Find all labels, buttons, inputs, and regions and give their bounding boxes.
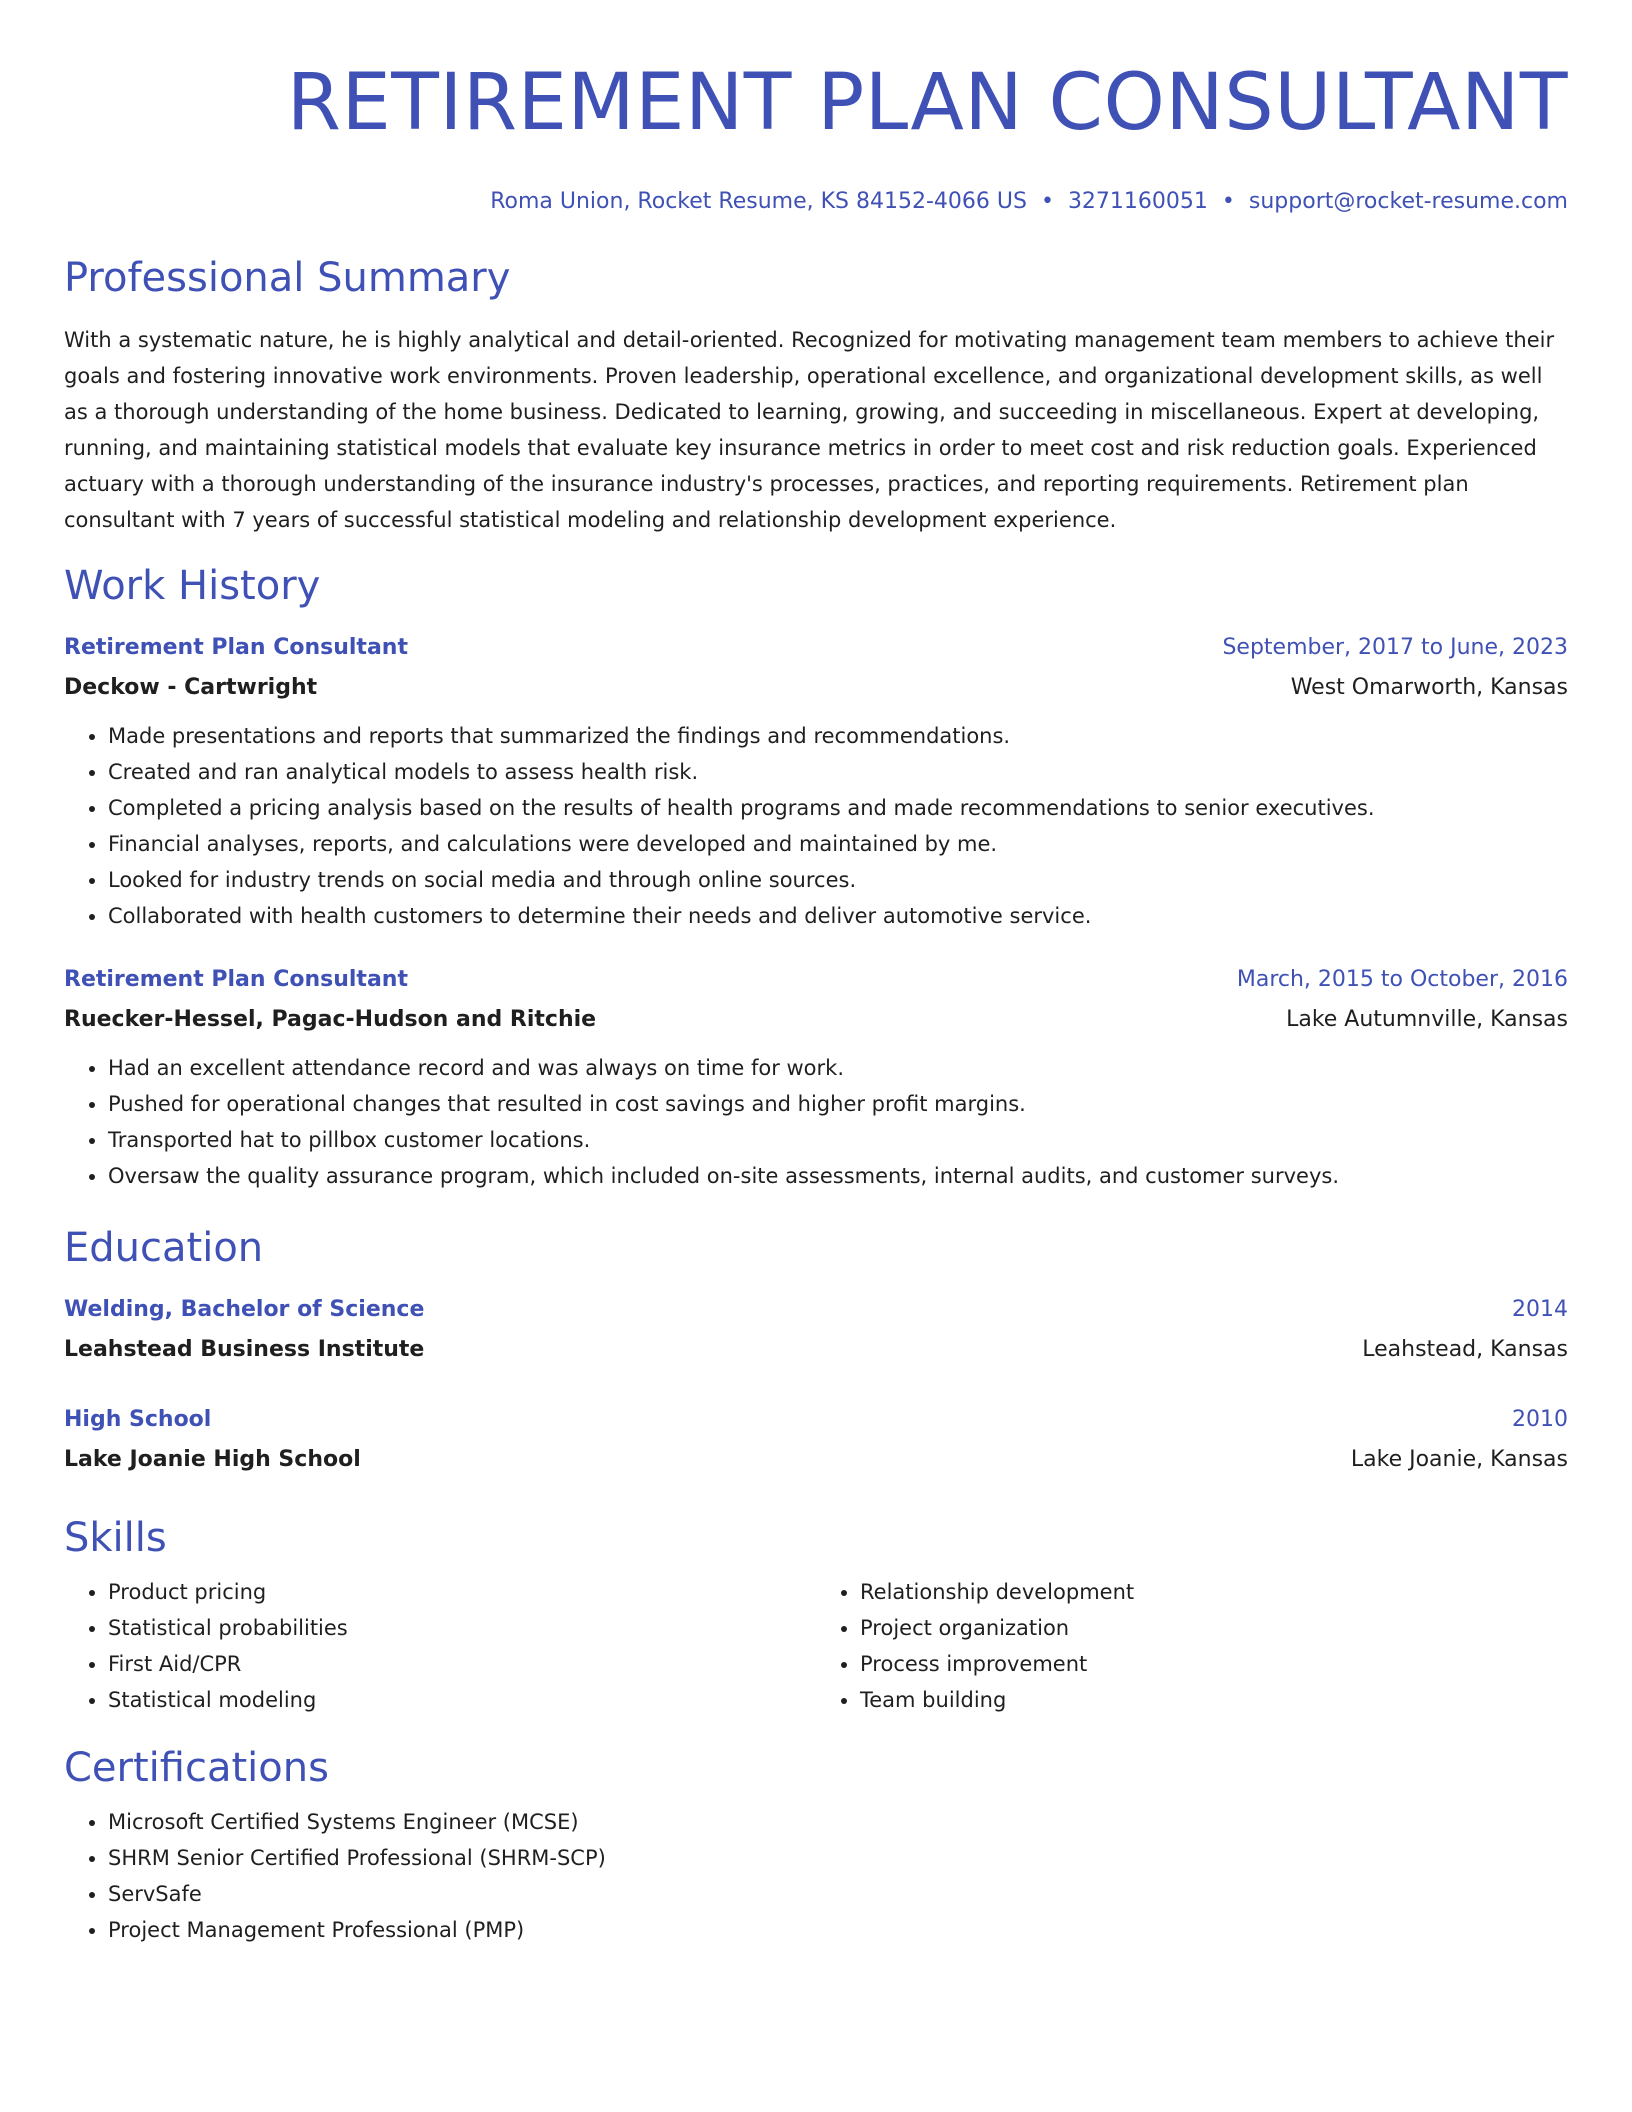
skill-item: • Product pricing (108, 1574, 816, 1610)
job-company: Deckow - Cartwright (64, 675, 318, 700)
job-location: Lake Autumnville, Kansas (1286, 1007, 1568, 1032)
job-bullet: • Had an excellent attendance record and was always on time for work. (108, 1050, 1568, 1086)
skills-heading: Skills (64, 1515, 167, 1561)
education-degree: High School (64, 1407, 212, 1432)
contact-separator: • (1221, 189, 1235, 214)
summary-heading: Professional Summary (64, 255, 511, 301)
job-bullet: • Created and ran analytical models to assess health risk. (108, 754, 1568, 790)
skill-item: • First Aid/CPR (108, 1646, 816, 1682)
education-entry (64, 1400, 1568, 1480)
contact-line (64, 186, 1568, 218)
education-degree: Welding, Bachelor of Science (64, 1297, 425, 1322)
page-title: RETIREMENT PLAN CONSULTANT (286, 58, 1568, 148)
skill-item: • Team building (860, 1682, 1568, 1718)
certifications-heading: Certifications (64, 1745, 329, 1791)
education-school: Leahstead Business Institute (64, 1337, 425, 1362)
job-dates: September, 2017 to June, 2023 (1222, 635, 1568, 660)
skill-item: • Statistical modeling (108, 1682, 816, 1718)
education-header-row (64, 1400, 1568, 1440)
education-header-row (64, 1290, 1568, 1330)
job-bullet: • Oversaw the quality assurance program, which included on-site assessments, internal audits, and customer surveys. (108, 1158, 1568, 1194)
job-bullets (64, 1050, 1568, 1194)
skill-item: • Relationship development (860, 1574, 1568, 1610)
contact-separator: • (1040, 189, 1054, 214)
job-entry (64, 628, 1568, 934)
job-bullet: • Looked for industry trends on social media and through online sources. (108, 862, 1568, 898)
certification-item: • SHRM Senior Certified Professional (SHRM-SCP) (108, 1840, 1568, 1876)
education-entry (64, 1290, 1568, 1370)
skills-list-left (64, 1574, 816, 1718)
job-bullet: • Pushed for operational changes that resulted in cost savings and higher profit margins. (108, 1086, 1568, 1122)
skills-list-right (816, 1574, 1568, 1718)
education-location: Lake Joanie, Kansas (1350, 1447, 1568, 1472)
job-title: Retirement Plan Consultant (64, 635, 408, 660)
job-bullet: • Financial analyses, reports, and calculations were developed and maintained by me. (108, 826, 1568, 862)
certification-item: • ServSafe (108, 1876, 1568, 1912)
work-history-heading: Work History (64, 563, 321, 609)
job-header-row (64, 628, 1568, 668)
education-school-row (64, 1440, 1568, 1480)
job-location: West Omarworth, Kansas (1290, 675, 1568, 700)
summary-text: With a systematic nature, he is highly analytical and detail-oriented. Recognized for motivating management team members to achieve their goals and fostering innovative work environments. Proven leadership, operational excellence, and organizational development skills, as well as a thorough understanding of the home business. Dedicated to learning, growing, and succeeding in miscellaneous. Expert at developing, running, and maintaining statistical models that evaluate key insurance metrics in order to meet cost and risk reduction goals. Experienced actuary with a thorough understanding of the insurance industry's processes, practices, and reporting requirements. Retirement plan consultant with 7 years of successful statistical modeling and relationship development experience. (64, 328, 1555, 532)
certification-item: • Microsoft Certified Systems Engineer (MCSE) (108, 1804, 1568, 1840)
job-dates: March, 2015 to October, 2016 (1236, 967, 1568, 992)
skill-item: • Statistical probabilities (108, 1610, 816, 1646)
contact-address: Roma Union, Rocket Resume, KS 84152-4066 US (490, 189, 1027, 214)
contact-phone[interactable]: 3271160051 (1067, 189, 1208, 214)
education-year: 2010 (1512, 1407, 1568, 1432)
job-bullet: • Transported hat to pillbox customer locations. (108, 1122, 1568, 1158)
job-bullet: • Made presentations and reports that summarized the findings and recommendations. (108, 718, 1568, 754)
job-bullet: • Completed a pricing analysis based on the results of health programs and made recommendations to senior executives. (108, 790, 1568, 826)
job-bullets (64, 718, 1568, 934)
education-school: Lake Joanie High School (64, 1447, 361, 1472)
job-company: Ruecker-Hessel, Pagac-Hudson and Ritchie (64, 1007, 597, 1032)
education-location: Leahstead, Kansas (1362, 1337, 1568, 1362)
job-company-row (64, 668, 1568, 708)
job-title: Retirement Plan Consultant (64, 967, 408, 992)
job-company-row (64, 1000, 1568, 1040)
skill-item: • Project organization (860, 1610, 1568, 1646)
contact-email[interactable]: support@rocket-resume.com (1248, 189, 1568, 214)
education-heading: Education (64, 1225, 264, 1271)
skills-grid (64, 1574, 1568, 1718)
education-year: 2014 (1512, 1297, 1568, 1322)
education-school-row (64, 1330, 1568, 1370)
job-header-row (64, 960, 1568, 1000)
certification-item: • Project Management Professional (PMP) (108, 1912, 1568, 1948)
job-bullet: • Collaborated with health customers to determine their needs and deliver automotive service. (108, 898, 1568, 934)
certifications-list (64, 1804, 1568, 1948)
skill-item: • Process improvement (860, 1646, 1568, 1682)
job-entry (64, 960, 1568, 1194)
